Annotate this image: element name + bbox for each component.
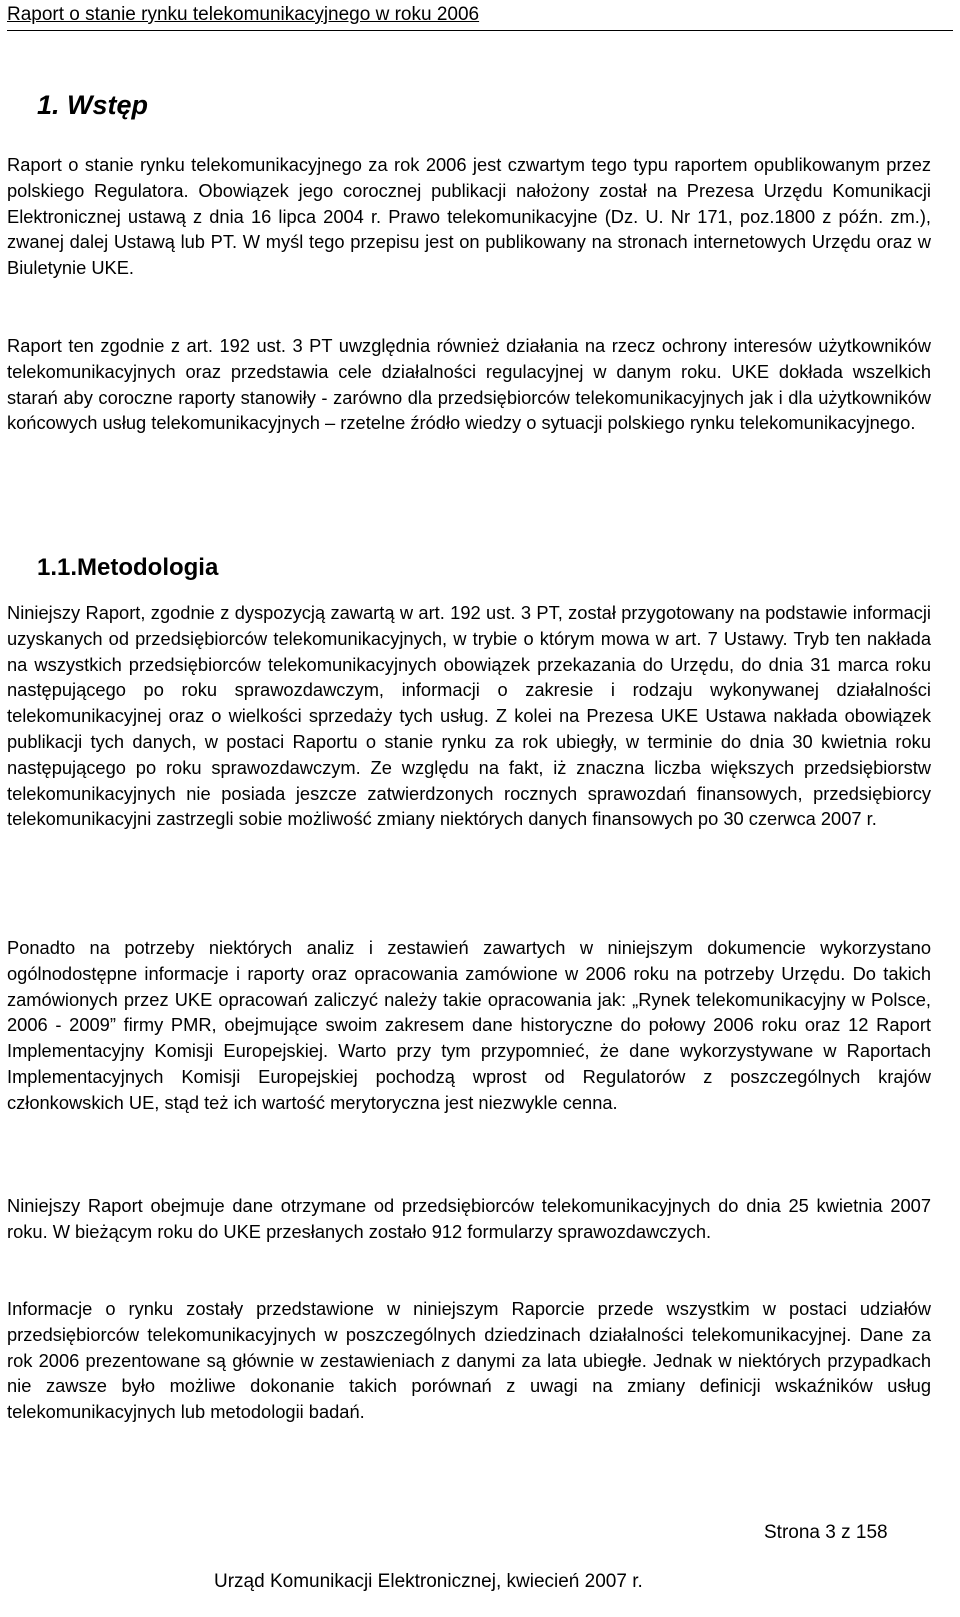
subsection-heading-metodologia	[37, 553, 218, 583]
footer-issuer: Urząd Komunikacji Elektronicznej, kwiecień 2007 r.	[214, 1571, 643, 1592]
subsection-title: Metodologia	[77, 554, 219, 581]
paragraph-method-1: Niniejszy Raport, zgodnie z dyspozycją zawartą w art. 192 ust. 3 PT, został przygotowany na podstawie informacji uzyskanych od przedsiębiorców telekomunikacyjnych, w trybie o którym mowa w art. 7 Ustawy. Tryb ten nakłada na wszystkich przedsiębiorców telekomunikacyjnych obowiązek przekazania do Urzędu, do dnia 31 marca roku następującego po roku sprawozdawczym, informacji o zakresie i rodzaju wykonywanej działalności telekomunikacyjnej oraz o wielkości sprzedaży tych usług. Z kolei na Prezesa UKE Ustawa nakłada obowiązek publikacji tych danych, w postaci Raportu o stanie rynku za rok ubiegły, w terminie do dnia 30 kwietnia roku następującego po roku sprawozdawczym. Ze względu na fakt, iż znaczna liczba większych przedsiębiorstw telekomunikacyjnych nie posiada jeszcze zatwierdzonych rocznych sprawozdań finansowych, przedsiębiorcy telekomunikacyjni zastrzegli sobie możliwość zmiany niektórych danych finansowych po 30 czerwca 2007 r.	[7, 602, 931, 830]
page-number: Strona 3 z 158	[764, 1522, 888, 1543]
paragraph-intro-2: Raport ten zgodnie z art. 192 ust. 3 PT uwzględnia również działania na rzecz ochrony interesów użytkowników telekomunikacyjnych oraz przedstawia cele działalności regulacyjnej w danym roku. UKE dokłada wszelkich starań aby coroczne raporty stanowiły - zarówno dla przedsiębiorców telekomunikacyjnych jak i dla użytkowników końcowych usług telekomunikacyjnych – rzetelne źródło wiedzy o sytuacji polskiego rynku telekomunikacyjnego.	[7, 335, 931, 434]
section-heading-wstep: 1. Wstęp	[37, 90, 149, 120]
running-header: Raport o stanie rynku telekomunikacyjnego w roku 2006	[7, 4, 480, 25]
paragraph-method-3: Niniejszy Raport obejmuje dane otrzymane od przedsiębiorców telekomunikacyjnych do dnia 25 kwietnia 2007 roku. W bieżącym roku do UKE przesłanych zostało 912 formularzy sprawozdawczych.	[7, 1195, 931, 1242]
subsection-number: 1.1.	[37, 554, 78, 581]
paragraph-method-2: Ponadto na potrzeby niektórych analiz i zestawień zawartych w niniejszym dokumencie wykorzystano ogólnodostępne informacje i raporty oraz opracowania zamówione w 2006 roku na potrzeby Urzędu. Do takich zamówionych przez UKE opracowań zaliczyć należy takie opracowania jak: „Rynek telekomunikacyjny w Polsce, 2006 - 2009” firmy PMR, obejmujące swoim zakresem dane historyczne do połowy 2006 roku oraz 12 Raport Implementacyjny Komisji Europejskiej. Warto przy tym przypomnieć, że dane wykorzystywane w Raportach Implementacyjnych Komisji Europejskiej pochodzą wprost od Regulatorów z poszczególnych krajów członkowskich UE, stąd też ich wartość merytoryczna jest niezwykle cenna.	[7, 937, 931, 1113]
paragraph-method-4: Informacje o rynku zostały przedstawione w niniejszym Raporcie przede wszystkim w postaci udziałów przedsiębiorców telekomunikacyjnych w poszczególnych dziedzinach działalności telekomunikacyjnej. Dane za rok 2006 prezentowane są głównie w zestawieniach z danymi za lata ubiegłe. Jednak w niektórych przypadkach nie zawsze było możliwe dokonanie takich porównań z uwagi na zmiany definicji wskaźników usług telekomunikacyjnych lub metodologii badań.	[7, 1298, 931, 1423]
paragraph-intro-1: Raport o stanie rynku telekomunikacyjnego za rok 2006 jest czwartym tego typu raportem opublikowanym przez polskiego Regulatora. Obowiązek jego corocznej publikacji nałożony został na Prezesa Urzędu Komunikacji Elektronicznej ustawą z dnia 16 lipca 2004 r. Prawo telekomunikacyjne (Dz. U. Nr 171, poz.1800 z późn. zm.), zwanej dalej Ustawą lub PT. W myśl tego przepisu jest on publikowany na stronach internetowych Urzędu oraz w Biuletynie UKE.	[7, 154, 931, 279]
header-rule	[7, 30, 953, 31]
